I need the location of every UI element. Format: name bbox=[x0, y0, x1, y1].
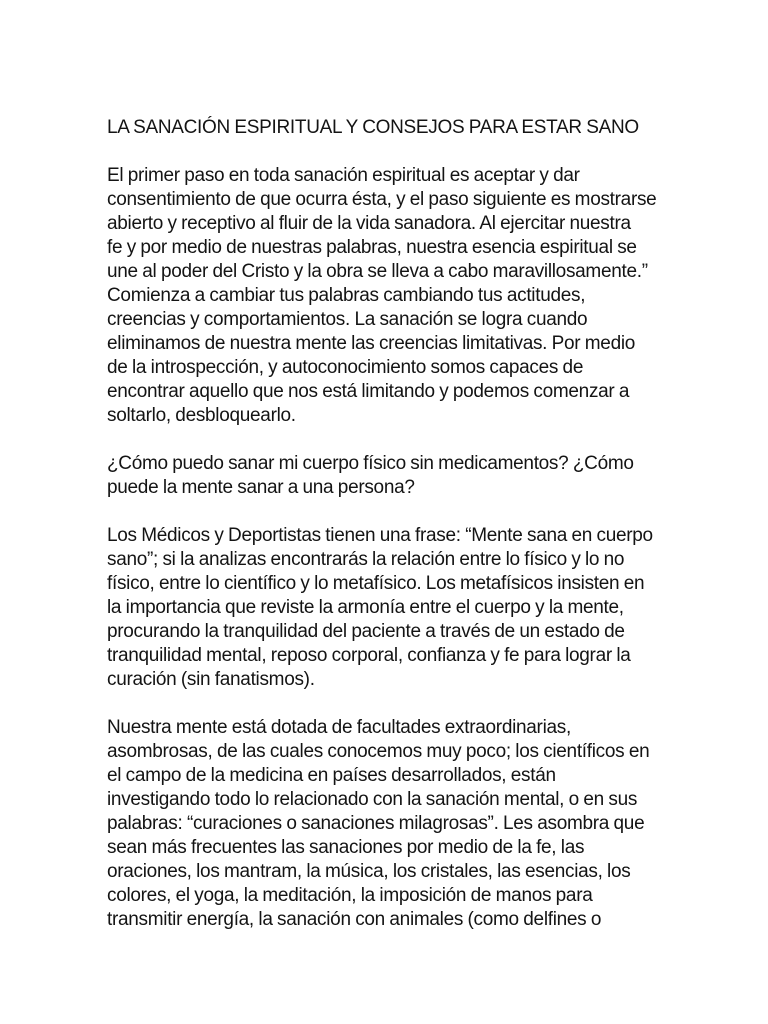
document-body bbox=[107, 116, 667, 956]
text-line: encontrar aquello que nos está limitando y podemos comenzar a bbox=[107, 381, 630, 402]
text-line: palabras: “curaciones o sanaciones milagrosas”. Les asombra que bbox=[107, 813, 645, 834]
paragraph bbox=[107, 452, 667, 500]
text-line: de la introspección, y autoconocimiento somos capaces de bbox=[107, 357, 584, 378]
text-line: El primer paso en toda sanación espiritual es aceptar y dar bbox=[107, 165, 580, 186]
paragraph bbox=[107, 524, 667, 692]
text-line: Comienza a cambiar tus palabras cambiando tus actitudes, bbox=[107, 285, 586, 306]
text-line: colores, el yoga, la meditación, la imposición de manos para bbox=[107, 885, 593, 906]
text-line: soltarlo, desbloquearlo. bbox=[107, 405, 296, 426]
text-line: fe y por medio de nuestras palabras, nuestra esencia espiritual se bbox=[107, 237, 637, 258]
document-title: LA SANACIÓN ESPIRITUAL Y CONSEJOS PARA ESTAR SANO bbox=[107, 117, 639, 138]
text-line: oraciones, los mantram, la música, los cristales, las esencias, los bbox=[107, 861, 631, 882]
text-line: une al poder del Cristo y la obra se lleva a cabo maravillosamente.” bbox=[107, 261, 648, 282]
text-line: transmitir energía, la sanación con animales (como delfines o bbox=[107, 909, 602, 930]
text-line: físico, entre lo científico y lo metafísico. Los metafísicos insisten en bbox=[107, 573, 645, 594]
paragraphs-container bbox=[107, 164, 667, 932]
text-line: eliminamos de nuestra mente las creencias limitativas. Por medio bbox=[107, 333, 636, 354]
text-line: ¿Cómo puedo sanar mi cuerpo físico sin medicamentos? ¿Cómo bbox=[107, 453, 634, 474]
text-line: investigando todo lo relacionado con la sanación mental, o en sus bbox=[107, 789, 638, 810]
text-line: curación (sin fanatismos). bbox=[107, 669, 315, 690]
text-line: Los Médicos y Deportistas tienen una frase: “Mente sana en cuerpo bbox=[107, 525, 653, 546]
text-line: sean más frecuentes las sanaciones por medio de la fe, las bbox=[107, 837, 585, 858]
text-line: abierto y receptivo al fluir de la vida sanadora. Al ejercitar nuestra bbox=[107, 213, 631, 234]
text-line: la importancia que reviste la armonía entre el cuerpo y la mente, bbox=[107, 597, 624, 618]
paragraph bbox=[107, 716, 667, 932]
text-line: tranquilidad mental, reposo corporal, confianza y fe para lograr la bbox=[107, 645, 631, 666]
text-line: sano”; si la analizas encontrarás la relación entre lo físico y lo no bbox=[107, 549, 625, 570]
text-line: puede la mente sanar a una persona? bbox=[107, 477, 415, 498]
text-line: consentimiento de que ocurra ésta, y el paso siguiente es mostrarse bbox=[107, 189, 657, 210]
text-line: el campo de la medicina en países desarrollados, están bbox=[107, 765, 556, 786]
paragraph bbox=[107, 164, 667, 428]
text-line: procurando la tranquilidad del paciente a través de un estado de bbox=[107, 621, 625, 642]
text-line: Nuestra mente está dotada de facultades extraordinarias, bbox=[107, 717, 571, 738]
text-line: asombrosas, de las cuales conocemos muy poco; los científicos en bbox=[107, 741, 650, 762]
text-line: creencias y comportamientos. La sanación se logra cuando bbox=[107, 309, 588, 330]
